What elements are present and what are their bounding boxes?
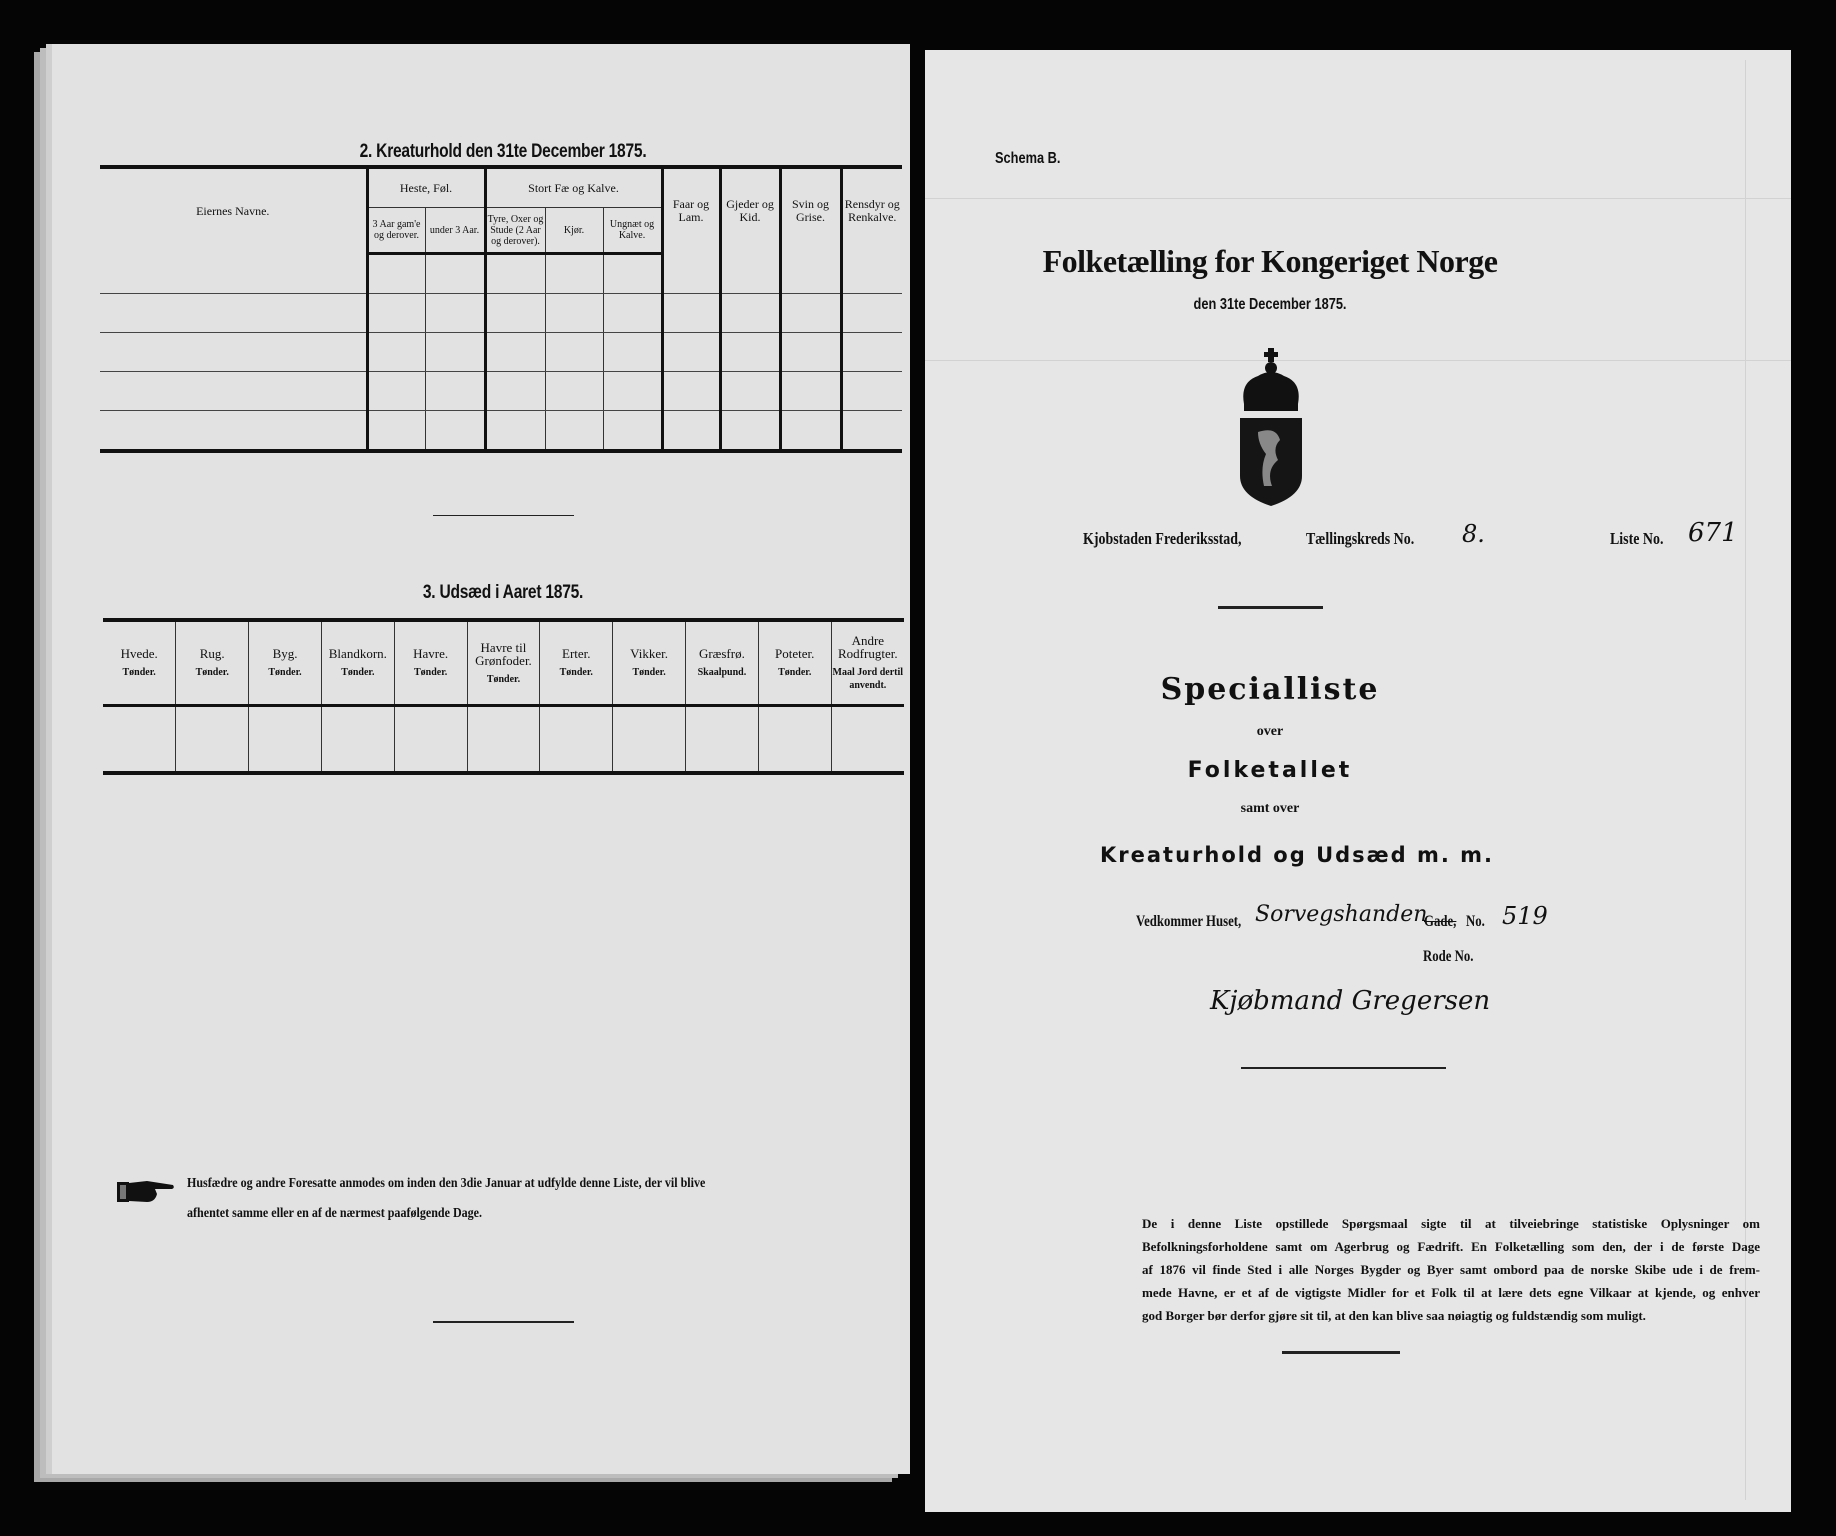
header-crop	[176, 620, 249, 706]
table-cell	[841, 254, 902, 294]
table-cell	[613, 706, 686, 774]
header-crop	[103, 620, 176, 706]
table-cell	[100, 411, 367, 452]
paragraph-line: mede Havne, er et af de vigtigste Midler for et Folk til at lære dets egne Vilkaar at kjende, og enhver	[1142, 1285, 1760, 1300]
table-cell	[367, 372, 425, 411]
table-cell	[603, 294, 662, 333]
pointing-hand-icon	[117, 1178, 175, 1204]
house-number: 519	[1502, 902, 1548, 930]
header-sheep: Faar og Lam.	[662, 167, 720, 254]
crop-unit: Tønder.	[778, 667, 812, 678]
table-cell	[425, 254, 485, 294]
table-cell	[100, 333, 367, 372]
table-row	[100, 333, 902, 372]
table-cell	[780, 333, 841, 372]
crop-name: Havre til Grønfoder.	[475, 639, 532, 668]
header-crop	[467, 620, 540, 706]
header-cattle-bulls: Tyre, Oxer og Stude (2 Aar og derover).	[485, 208, 545, 254]
text-samt-over: samt over	[1240, 801, 1300, 816]
crop-name: Andre Rodfrugter.	[838, 633, 898, 661]
table-cell	[467, 706, 540, 774]
divider	[433, 515, 574, 516]
header-crop	[394, 620, 467, 706]
list-number: 671	[1688, 518, 1738, 548]
table-cell	[841, 294, 902, 333]
text-over: over	[1256, 724, 1284, 739]
table-cell	[662, 411, 720, 452]
table-cell	[100, 372, 367, 411]
district-number: 8.	[1462, 520, 1485, 548]
header-crop	[613, 620, 686, 706]
instructions-paragraph	[1142, 1212, 1760, 1327]
signature: Kjøbmand Gregersen	[1210, 986, 1491, 1016]
crop-name: Vikker.	[630, 646, 669, 661]
header-crop	[758, 620, 831, 706]
crop-name: Havre.	[413, 646, 449, 661]
table-cell	[720, 294, 780, 333]
crop-name: Poteter.	[775, 646, 815, 661]
table-cell	[425, 372, 485, 411]
crop-name: Blandkorn.	[328, 646, 387, 661]
table-cell	[425, 294, 485, 333]
town-label: Kjobstaden Frederiksstad,	[1083, 529, 1242, 548]
crop-unit: Tønder.	[122, 667, 156, 678]
crop-unit: Tønder.	[559, 667, 593, 678]
table-cell	[394, 706, 467, 774]
livestock-table	[100, 165, 902, 453]
table-row	[100, 372, 902, 411]
crop-unit: Tønder.	[195, 667, 229, 678]
header-goats: Gjeder og Kid.	[720, 167, 780, 254]
header-owner-names: Eiernes Navne.	[196, 203, 270, 218]
table-cell	[662, 294, 720, 333]
section2-title: 2. Kreaturhold den 31te December 1875.	[359, 141, 647, 162]
house-label: Vedkommer Huset,	[1136, 913, 1242, 930]
divider-bottom	[433, 1321, 574, 1323]
notice-line-2: afhentet samme eller en af de nærmest paafølgende Dage.	[187, 1206, 483, 1221]
signature-line	[1241, 1067, 1446, 1069]
table-cell	[485, 254, 545, 294]
header-horses: Heste, Føl.	[367, 167, 485, 208]
table-row	[103, 706, 904, 774]
section3-title: 3. Udsæd i Aaret 1875.	[422, 582, 584, 603]
table-cell	[720, 411, 780, 452]
district-label: Tællingskreds No.	[1306, 529, 1415, 548]
no-label: No.	[1466, 913, 1485, 930]
street-value: Sorvegshanden	[1255, 902, 1428, 927]
table-cell	[780, 372, 841, 411]
table-cell	[662, 254, 720, 294]
table-cell	[831, 706, 904, 774]
schema-label: Schema B.	[995, 150, 1061, 167]
table-row	[100, 411, 902, 452]
header-reindeer: Rensdyr og Renkalve.	[841, 167, 902, 254]
notice-line-1: Husfædre og andre Foresatte anmodes om inden den 3die Januar at udfylde denne Liste, der vil blive	[187, 1176, 706, 1191]
table-cell	[485, 411, 545, 452]
rode-label: Rode No.	[1423, 948, 1474, 965]
table-cell	[662, 333, 720, 372]
table-cell	[603, 372, 662, 411]
text-folketallet: Folketallet	[1187, 758, 1353, 783]
table-cell	[662, 372, 720, 411]
table-cell	[249, 706, 322, 774]
table-cell	[100, 254, 367, 294]
coat-of-arms-emblem	[1236, 348, 1306, 508]
table-cell	[780, 294, 841, 333]
subheading: Kreaturhold og Udsæd m. m.	[1100, 843, 1495, 867]
table-cell	[425, 411, 485, 452]
table-cell	[603, 333, 662, 372]
header-cattle: Stort Fæ og Kalve.	[485, 167, 662, 208]
sowing-table	[103, 618, 904, 775]
table-cell	[720, 254, 780, 294]
crop-unit: Tønder.	[486, 673, 521, 685]
table-cell	[176, 706, 249, 774]
crop-name: Græsfrø.	[698, 646, 745, 661]
crop-name: Hvede.	[120, 646, 158, 661]
crop-unit: Tønder.	[341, 667, 375, 678]
header-crop	[321, 620, 394, 706]
table-cell	[841, 411, 902, 452]
gade-label: Gade,	[1424, 913, 1457, 930]
paragraph-line: god Borger bør derfor gjøre sit til, at den kan blive saa nøiagtig og fuldstændig som muligt.	[1142, 1308, 1646, 1323]
table-cell	[321, 706, 394, 774]
header-cattle-cows: Kjør.	[545, 208, 603, 254]
table-cell	[545, 333, 603, 372]
table-row	[100, 294, 902, 333]
crop-unit: Skaalpund.	[697, 667, 747, 678]
header-horses-young: under 3 Aar.	[425, 208, 485, 254]
table-cell	[485, 294, 545, 333]
crop-unit: Maal Jord dertil anvendt.	[832, 667, 904, 691]
header-horses-old: 3 Aar gam'e og derover.	[367, 208, 425, 254]
table-cell	[367, 333, 425, 372]
header-crop	[540, 620, 613, 706]
table-cell	[841, 372, 902, 411]
table-cell	[603, 254, 662, 294]
table-cell	[780, 254, 841, 294]
document-title: Folketælling for Kongeriget Norge	[1042, 243, 1498, 279]
table-cell	[485, 372, 545, 411]
paragraph-line: Befolkningsforholdene samt om Agerbrug og Fædrift. En Folketælling som den, der i de første Dage	[1142, 1239, 1760, 1254]
header-crop	[686, 620, 759, 706]
crop-unit: Tønder.	[632, 667, 666, 678]
header-cattle-young: Ungnæt og Kalve.	[603, 208, 662, 254]
crop-unit: Tønder.	[414, 667, 448, 678]
table-cell	[540, 706, 613, 774]
paragraph-line: De i denne Liste opstillede Spørgsmaal sigte til at tilveiebringe statistiske Oplysninger om	[1142, 1216, 1760, 1231]
table-cell	[720, 333, 780, 372]
crop-name: Erter.	[562, 646, 591, 661]
header-crop	[831, 620, 904, 706]
paragraph-line: af 1876 vil finde Sted i alle Norges Bygder og Byer samt ombord paa de norske Skibe ude i de frem-	[1142, 1262, 1760, 1277]
table-cell	[758, 706, 831, 774]
divider	[1218, 606, 1323, 609]
table-cell	[100, 294, 367, 333]
header-crop	[249, 620, 322, 706]
document-date: den 31te December 1875.	[1193, 296, 1347, 313]
table-cell	[603, 411, 662, 452]
table-cell	[485, 333, 545, 372]
list-label: Liste No.	[1610, 529, 1664, 548]
crop-name: Byg.	[272, 646, 298, 661]
table-cell	[425, 333, 485, 372]
table-cell	[367, 254, 425, 294]
heading-specialliste: Specialliste	[1160, 672, 1380, 707]
table-cell	[367, 294, 425, 333]
table-cell	[686, 706, 759, 774]
table-cell	[545, 294, 603, 333]
header-pigs: Svin og Grise.	[780, 167, 841, 254]
crop-unit: Tønder.	[268, 667, 302, 678]
table-cell	[545, 411, 603, 452]
table-cell	[720, 372, 780, 411]
table-cell	[841, 333, 902, 372]
table-cell	[545, 254, 603, 294]
table-cell	[545, 372, 603, 411]
divider-bottom	[1282, 1351, 1400, 1354]
table-row	[100, 254, 902, 294]
table-cell	[367, 411, 425, 452]
crop-name: Rug.	[199, 646, 225, 661]
table-cell	[103, 706, 176, 774]
table-cell	[780, 411, 841, 452]
